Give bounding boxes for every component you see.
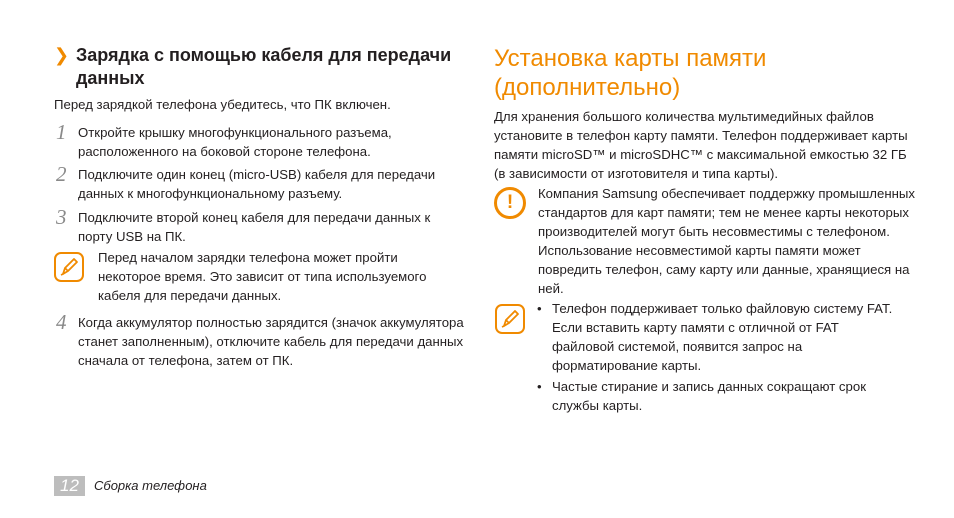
section-heading	[54, 44, 474, 90]
step-number-3: 3	[56, 205, 67, 229]
page-title: Установка карты памяти (дополнительно)	[494, 45, 767, 101]
section-heading-text: Зарядка с помощью кабеля для передачи данных	[76, 45, 452, 88]
note-pencil-icon	[495, 304, 525, 334]
step-text-1: Откройте крышку многофункционального разъема, расположенного на боковой стороне телефона.	[78, 125, 392, 159]
note-pencil-icon-glyph	[500, 309, 520, 329]
step-text-2: Подключите один конец (micro-USB) кабеля для передачи данных к многофункциональному разъему.	[78, 167, 436, 201]
note-bullet-list	[537, 299, 897, 415]
right-intro: Для хранения большого количества мультимедийных файлов установите в телефон карту памяти. Телефон поддерживает карты памяти microSD™ и microSDHC™ с максимальной емкостью 32 ГБ (в зависимости от изготовителя и типа карты).	[494, 109, 908, 181]
warning-text: Компания Samsung обеспечивает поддержку промышленных стандартов для карт памяти; тем не менее карты некоторых производителей могут быть несовместимы с телефоном. Использование несовместимой карты памяти может повредить телефон, саму карту или данные, хранящиеся на ней.	[538, 186, 915, 296]
chevron-right-icon: ❯	[54, 45, 70, 65]
bullet-icon: •	[537, 301, 542, 316]
note-pencil-icon-glyph	[59, 257, 79, 277]
left-intro: Перед зарядкой телефона убедитесь, что ПК включен.	[54, 97, 391, 112]
warning-exclamation-icon: !	[494, 187, 526, 219]
step-text-3: Подключите второй конец кабеля для передачи данных к порту USB на ПК.	[78, 210, 431, 244]
left-note-text: Перед началом зарядки телефона может пройти некоторое время. Это зависит от типа используемого кабеля для передачи данных.	[98, 250, 427, 303]
footer-section-title: Сборка телефона	[94, 478, 207, 493]
bullet-text: Частые стирание и запись данных сокращают срок службы карты.	[552, 379, 866, 413]
step-number-2: 2	[56, 162, 67, 186]
list-item	[537, 299, 897, 375]
step-text-4: Когда аккумулятор полностью зарядится (значок аккумулятора станет заполненным), отключите кабель для передачи данных сначала от телефона, затем от ПК.	[78, 315, 464, 368]
bullet-text: Телефон поддерживает только файловую систему FAT. Если вставить карту памяти с отличной от FAT файловой системой, появится запрос на форматирование карты.	[552, 301, 893, 373]
page-number: 12	[54, 476, 85, 496]
step-number-1: 1	[56, 120, 67, 144]
list-item	[537, 377, 897, 415]
step-number-4: 4	[56, 310, 67, 334]
bullet-icon: •	[537, 379, 542, 394]
note-pencil-icon	[54, 252, 84, 282]
